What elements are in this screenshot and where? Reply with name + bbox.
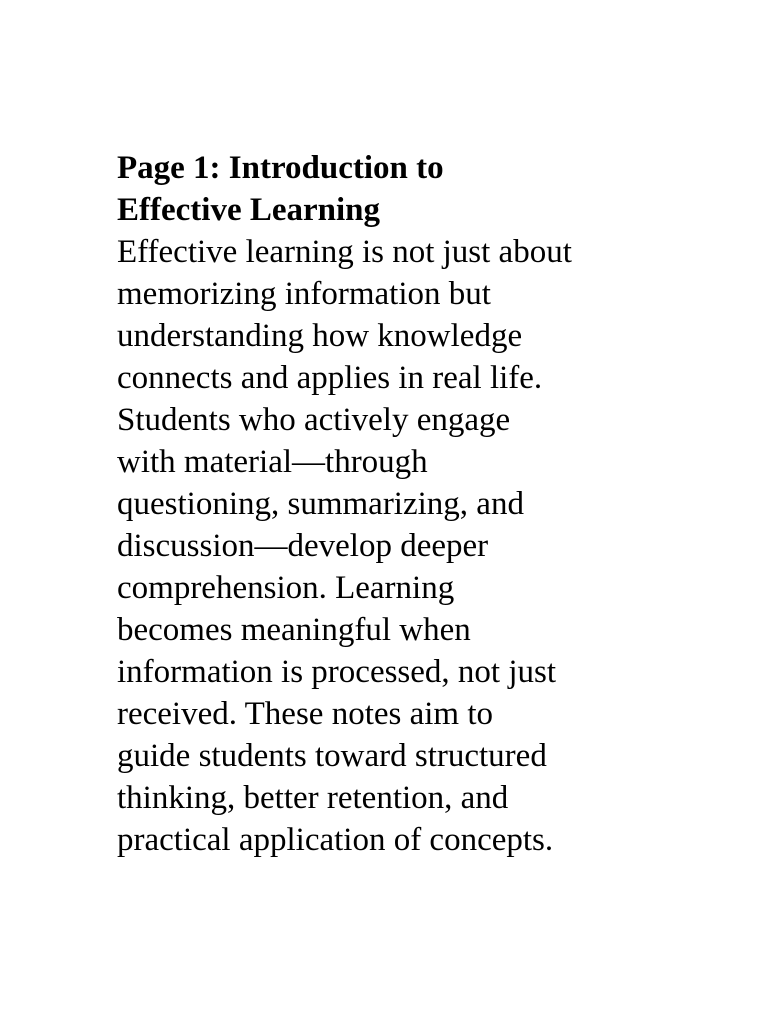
paragraph-line: becomes meaningful when [117, 612, 471, 648]
body-paragraph [117, 231, 662, 861]
paragraph-line: understanding how knowledge [117, 318, 523, 354]
paragraph-line: guide students toward structured [117, 738, 547, 774]
paragraph-line: received. These notes aim to [117, 696, 494, 732]
title-line: Effective Learning [117, 192, 381, 228]
paragraph-line: thinking, better retention, and [117, 780, 509, 816]
page-content [117, 147, 662, 861]
paragraph-line: practical application of concepts. [117, 822, 554, 858]
paragraph-line: questioning, summarizing, and [117, 486, 524, 522]
paragraph-line: comprehension. Learning [117, 570, 455, 606]
paragraph-line: discussion—develop deeper [117, 528, 489, 564]
paragraph-line: with material—through [117, 444, 428, 480]
paragraph-line: memorizing information but [117, 276, 491, 312]
paragraph-line: Students who actively engage [117, 402, 511, 438]
paragraph-line: Effective learning is not just about [117, 234, 572, 270]
title-line: Page 1: Introduction to [117, 150, 444, 186]
paragraph-line: information is processed, not just [117, 654, 557, 690]
page-title [117, 147, 662, 231]
paragraph-line: connects and applies in real life. [117, 360, 543, 396]
